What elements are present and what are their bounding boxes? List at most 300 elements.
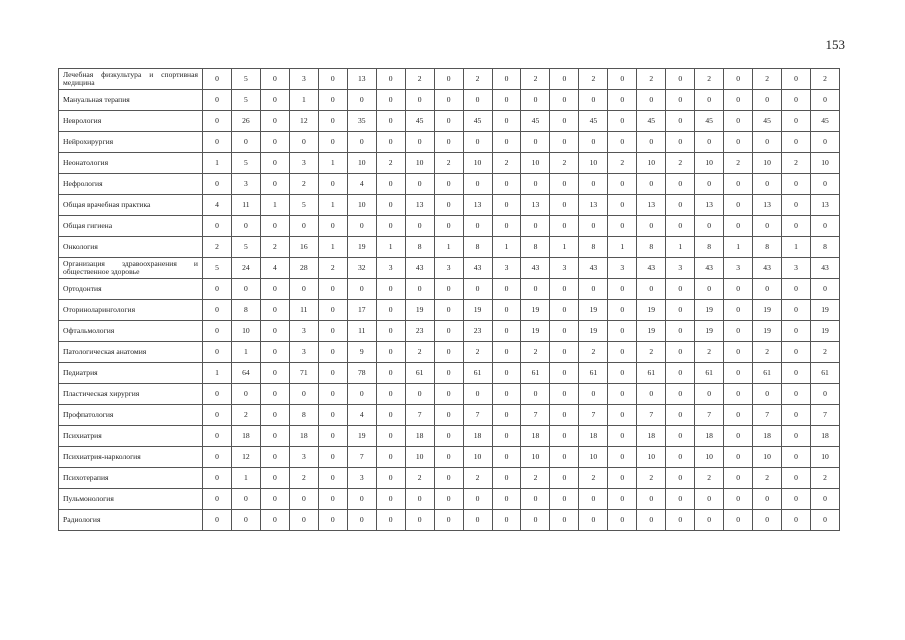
table-cell-value: 0 xyxy=(666,279,695,300)
table-cell-value: 0 xyxy=(492,384,521,405)
table-cell-value: 0 xyxy=(724,405,753,426)
table-cell-value: 0 xyxy=(376,510,405,531)
table-cell-value: 0 xyxy=(550,468,579,489)
table-cell-value: 10 xyxy=(637,153,666,174)
table-row xyxy=(59,174,840,195)
table-cell-value: 2 xyxy=(782,153,811,174)
table-cell-value: 45 xyxy=(579,111,608,132)
table-cell-value: 13 xyxy=(347,69,376,90)
table-cell-value: 0 xyxy=(608,510,637,531)
table-cell-value: 0 xyxy=(782,342,811,363)
table-cell-value: 43 xyxy=(753,258,782,279)
table-cell-value: 0 xyxy=(550,195,579,216)
table-cell-value: 0 xyxy=(782,468,811,489)
table-cell-value: 0 xyxy=(203,90,232,111)
table-cell-value: 0 xyxy=(203,111,232,132)
table-cell-value: 3 xyxy=(289,342,318,363)
table-cell-value: 43 xyxy=(405,258,434,279)
table-cell-value: 0 xyxy=(579,489,608,510)
table-cell-value: 10 xyxy=(463,447,492,468)
table-cell-value: 0 xyxy=(666,195,695,216)
table-cell-value: 0 xyxy=(434,69,463,90)
table-cell-value: 8 xyxy=(753,237,782,258)
table-cell-value: 0 xyxy=(608,321,637,342)
table-cell-value: 0 xyxy=(637,384,666,405)
table-cell-value: 10 xyxy=(231,321,260,342)
table-cell-value: 0 xyxy=(434,174,463,195)
table-cell-value: 45 xyxy=(521,111,550,132)
row-specialty-name: Ортодонтия xyxy=(59,279,203,300)
table-cell-value: 0 xyxy=(811,279,840,300)
table-cell-value: 45 xyxy=(695,111,724,132)
table-cell-value: 2 xyxy=(434,153,463,174)
table-cell-value: 0 xyxy=(782,321,811,342)
table-cell-value: 0 xyxy=(782,489,811,510)
table-cell-value: 0 xyxy=(666,111,695,132)
table-row xyxy=(59,195,840,216)
table-cell-value: 18 xyxy=(405,426,434,447)
table-cell-value: 2 xyxy=(463,468,492,489)
table-cell-value: 7 xyxy=(405,405,434,426)
table-cell-value: 18 xyxy=(637,426,666,447)
table-cell-value: 0 xyxy=(376,195,405,216)
table-row xyxy=(59,384,840,405)
table-cell-value: 0 xyxy=(492,468,521,489)
table-cell-value: 0 xyxy=(724,468,753,489)
table-cell-value: 0 xyxy=(608,300,637,321)
table-cell-value: 5 xyxy=(231,153,260,174)
table-cell-value: 0 xyxy=(376,489,405,510)
table-cell-value: 7 xyxy=(347,447,376,468)
table-cell-value: 0 xyxy=(492,363,521,384)
row-specialty-name: Организация здравоохранения и общественное здоровье xyxy=(59,258,203,279)
table-cell-value: 0 xyxy=(695,279,724,300)
table-cell-value: 10 xyxy=(521,447,550,468)
table-cell-value: 0 xyxy=(376,384,405,405)
table-cell-value: 32 xyxy=(347,258,376,279)
table-cell-value: 0 xyxy=(434,405,463,426)
table-cell-value: 0 xyxy=(318,384,347,405)
table-row xyxy=(59,426,840,447)
table-cell-value: 0 xyxy=(376,90,405,111)
table-cell-value: 7 xyxy=(811,405,840,426)
table-cell-value: 0 xyxy=(492,510,521,531)
table-cell-value: 0 xyxy=(666,321,695,342)
table-cell-value: 3 xyxy=(666,258,695,279)
table-cell-value: 0 xyxy=(260,489,289,510)
table-cell-value: 0 xyxy=(550,363,579,384)
table-cell-value: 0 xyxy=(289,384,318,405)
table-cell-value: 0 xyxy=(376,447,405,468)
table-row xyxy=(59,132,840,153)
table-cell-value: 2 xyxy=(463,69,492,90)
row-specialty-name: Психотерапия xyxy=(59,468,203,489)
table-cell-value: 0 xyxy=(666,510,695,531)
table-cell-value: 0 xyxy=(318,111,347,132)
table-cell-value: 78 xyxy=(347,363,376,384)
table-cell-value: 0 xyxy=(231,510,260,531)
table-cell-value: 0 xyxy=(289,216,318,237)
table-cell-value: 0 xyxy=(550,447,579,468)
table-cell-value: 0 xyxy=(637,90,666,111)
table-cell-value: 0 xyxy=(203,216,232,237)
table-cell-value: 3 xyxy=(492,258,521,279)
table-cell-value: 43 xyxy=(811,258,840,279)
table-cell-value: 0 xyxy=(434,342,463,363)
table-cell-value: 19 xyxy=(347,426,376,447)
table-cell-value: 0 xyxy=(811,90,840,111)
table-cell-value: 0 xyxy=(608,216,637,237)
table-cell-value: 0 xyxy=(260,363,289,384)
table-cell-value: 0 xyxy=(203,426,232,447)
table-row xyxy=(59,363,840,384)
table-cell-value: 2 xyxy=(579,69,608,90)
table-cell-value: 0 xyxy=(550,405,579,426)
table-cell-value: 1 xyxy=(289,90,318,111)
table-cell-value: 0 xyxy=(608,279,637,300)
table-cell-value: 2 xyxy=(608,153,637,174)
table-cell-value: 10 xyxy=(405,153,434,174)
table-cell-value: 0 xyxy=(666,90,695,111)
table-cell-value: 8 xyxy=(289,405,318,426)
table-cell-value: 0 xyxy=(434,216,463,237)
table-cell-value: 0 xyxy=(376,426,405,447)
table-cell-value: 0 xyxy=(203,321,232,342)
table-row xyxy=(59,468,840,489)
table-cell-value: 0 xyxy=(318,426,347,447)
table-cell-value: 0 xyxy=(724,300,753,321)
table-cell-value: 0 xyxy=(550,426,579,447)
table-cell-value: 8 xyxy=(405,237,434,258)
table-cell-value: 0 xyxy=(434,426,463,447)
row-specialty-name: Патологическая анатомия xyxy=(59,342,203,363)
table-cell-value: 2 xyxy=(492,153,521,174)
table-cell-value: 0 xyxy=(608,426,637,447)
table-row xyxy=(59,69,840,90)
table-cell-value: 0 xyxy=(376,132,405,153)
table-cell-value: 18 xyxy=(231,426,260,447)
table-cell-value: 0 xyxy=(260,300,289,321)
table-cell-value: 1 xyxy=(203,153,232,174)
table-cell-value: 0 xyxy=(782,363,811,384)
table-cell-value: 0 xyxy=(318,174,347,195)
table-cell-value: 0 xyxy=(550,489,579,510)
table-cell-value: 3 xyxy=(724,258,753,279)
table-cell-value: 0 xyxy=(550,90,579,111)
table-cell-value: 2 xyxy=(405,468,434,489)
table-cell-value: 2 xyxy=(289,468,318,489)
table-cell-value: 43 xyxy=(579,258,608,279)
table-cell-value: 0 xyxy=(724,132,753,153)
table-cell-value: 2 xyxy=(260,237,289,258)
table-cell-value: 0 xyxy=(347,90,376,111)
table-cell-value: 0 xyxy=(434,195,463,216)
table-cell-value: 0 xyxy=(376,321,405,342)
table-cell-value: 0 xyxy=(231,489,260,510)
table-cell-value: 3 xyxy=(231,174,260,195)
table-cell-value: 0 xyxy=(260,216,289,237)
table-cell-value: 26 xyxy=(231,111,260,132)
table-cell-value: 0 xyxy=(608,489,637,510)
table-cell-value: 0 xyxy=(463,174,492,195)
table-cell-value: 0 xyxy=(260,111,289,132)
table-cell-value: 13 xyxy=(637,195,666,216)
table-cell-value: 0 xyxy=(463,279,492,300)
table-cell-value: 0 xyxy=(666,216,695,237)
table-cell-value: 0 xyxy=(550,279,579,300)
table-cell-value: 1 xyxy=(666,237,695,258)
table-row xyxy=(59,153,840,174)
table-cell-value: 0 xyxy=(347,132,376,153)
table-cell-value: 0 xyxy=(347,489,376,510)
table-cell-value: 61 xyxy=(405,363,434,384)
row-specialty-name: Педиатрия xyxy=(59,363,203,384)
table-cell-value: 3 xyxy=(289,69,318,90)
table-cell-value: 2 xyxy=(521,69,550,90)
table-cell-value: 2 xyxy=(637,342,666,363)
table-cell-value: 45 xyxy=(753,111,782,132)
row-specialty-name: Психиатрия xyxy=(59,426,203,447)
table-cell-value: 10 xyxy=(753,153,782,174)
table-cell-value: 0 xyxy=(492,279,521,300)
table-cell-value: 0 xyxy=(782,195,811,216)
row-specialty-name: Общая врачебная практика xyxy=(59,195,203,216)
table-cell-value: 8 xyxy=(637,237,666,258)
table-cell-value: 0 xyxy=(666,426,695,447)
table-cell-value: 0 xyxy=(318,405,347,426)
table-cell-value: 0 xyxy=(782,384,811,405)
table-cell-value: 0 xyxy=(811,132,840,153)
table-cell-value: 1 xyxy=(550,237,579,258)
row-specialty-name: Онкология xyxy=(59,237,203,258)
table-cell-value: 10 xyxy=(695,153,724,174)
table-cell-value: 0 xyxy=(492,90,521,111)
table-cell-value: 2 xyxy=(753,468,782,489)
table-cell-value: 0 xyxy=(666,468,695,489)
table-cell-value: 0 xyxy=(724,279,753,300)
table-cell-value: 2 xyxy=(637,468,666,489)
page-number: 153 xyxy=(825,37,845,52)
table-cell-value: 2 xyxy=(695,468,724,489)
table-cell-value: 0 xyxy=(434,489,463,510)
table-cell-value: 18 xyxy=(753,426,782,447)
table-cell-value: 4 xyxy=(347,174,376,195)
table-cell-value: 0 xyxy=(521,216,550,237)
table-cell-value: 0 xyxy=(347,279,376,300)
table-cell-value: 1 xyxy=(318,195,347,216)
table-cell-value: 19 xyxy=(637,321,666,342)
table-cell-value: 1 xyxy=(434,237,463,258)
table-cell-value: 2 xyxy=(753,342,782,363)
table-cell-value: 3 xyxy=(347,468,376,489)
table-cell-value: 13 xyxy=(695,195,724,216)
table-cell-value: 10 xyxy=(347,153,376,174)
table-cell-value: 2 xyxy=(753,69,782,90)
table-cell-value: 0 xyxy=(260,405,289,426)
row-specialty-name: Пульмонология xyxy=(59,489,203,510)
table-cell-value: 0 xyxy=(637,174,666,195)
table-cell-value: 1 xyxy=(203,363,232,384)
table-cell-value: 0 xyxy=(782,426,811,447)
table-cell-value: 3 xyxy=(289,321,318,342)
table-cell-value: 0 xyxy=(318,90,347,111)
table-row xyxy=(59,216,840,237)
table-cell-value: 1 xyxy=(492,237,521,258)
table-cell-value: 0 xyxy=(666,447,695,468)
table-cell-value: 3 xyxy=(608,258,637,279)
table-cell-value: 0 xyxy=(405,174,434,195)
table-cell-value: 0 xyxy=(318,510,347,531)
table-cell-value: 0 xyxy=(753,489,782,510)
table-cell-value: 0 xyxy=(608,132,637,153)
table-cell-value: 0 xyxy=(492,111,521,132)
table-cell-value: 10 xyxy=(347,195,376,216)
table-cell-value: 8 xyxy=(579,237,608,258)
table-cell-value: 0 xyxy=(318,489,347,510)
table-cell-value: 19 xyxy=(405,300,434,321)
table-cell-value: 0 xyxy=(376,468,405,489)
table-cell-value: 0 xyxy=(260,384,289,405)
table-cell-value: 0 xyxy=(203,447,232,468)
table-cell-value: 10 xyxy=(463,153,492,174)
table-cell-value: 0 xyxy=(434,300,463,321)
table-cell-value: 19 xyxy=(463,300,492,321)
table-cell-value: 0 xyxy=(434,510,463,531)
table-cell-value: 18 xyxy=(463,426,492,447)
table-cell-value: 2 xyxy=(811,69,840,90)
table-cell-value: 0 xyxy=(782,405,811,426)
table-cell-value: 0 xyxy=(724,69,753,90)
table-cell-value: 0 xyxy=(666,363,695,384)
table-cell-value: 0 xyxy=(782,300,811,321)
table-cell-value: 4 xyxy=(203,195,232,216)
table-cell-value: 0 xyxy=(492,69,521,90)
table-cell-value: 0 xyxy=(695,132,724,153)
table-cell-value: 0 xyxy=(608,384,637,405)
table-cell-value: 2 xyxy=(318,258,347,279)
table-cell-value: 0 xyxy=(492,132,521,153)
table-cell-value: 0 xyxy=(376,300,405,321)
table-cell-value: 0 xyxy=(463,384,492,405)
table-cell-value: 0 xyxy=(492,321,521,342)
table-cell-value: 0 xyxy=(782,216,811,237)
table-cell-value: 0 xyxy=(724,447,753,468)
table-cell-value: 0 xyxy=(318,468,347,489)
table-cell-value: 0 xyxy=(579,384,608,405)
table-cell-value: 10 xyxy=(637,447,666,468)
table-cell-value: 61 xyxy=(579,363,608,384)
table-cell-value: 0 xyxy=(492,405,521,426)
table-cell-value: 0 xyxy=(434,132,463,153)
table-cell-value: 0 xyxy=(203,405,232,426)
table-cell-value: 18 xyxy=(289,426,318,447)
row-specialty-name: Нейрохирургия xyxy=(59,132,203,153)
table-cell-value: 0 xyxy=(666,174,695,195)
table-cell-value: 0 xyxy=(753,384,782,405)
table-cell-value: 0 xyxy=(724,111,753,132)
table-cell-value: 28 xyxy=(289,258,318,279)
table-cell-value: 0 xyxy=(260,69,289,90)
table-cell-value: 1 xyxy=(318,153,347,174)
table-cell-value: 1 xyxy=(260,195,289,216)
table-cell-value: 0 xyxy=(289,489,318,510)
table-cell-value: 0 xyxy=(231,216,260,237)
table-cell-value: 45 xyxy=(405,111,434,132)
table-cell-value: 13 xyxy=(521,195,550,216)
table-cell-value: 0 xyxy=(318,300,347,321)
table-cell-value: 61 xyxy=(811,363,840,384)
table-cell-value: 0 xyxy=(608,111,637,132)
table-cell-value: 0 xyxy=(550,132,579,153)
table-cell-value: 0 xyxy=(405,489,434,510)
table-cell-value: 10 xyxy=(811,447,840,468)
table-cell-value: 0 xyxy=(550,510,579,531)
table-cell-value: 0 xyxy=(753,510,782,531)
table-cell-value: 0 xyxy=(347,216,376,237)
table-cell-value: 0 xyxy=(550,174,579,195)
table-row xyxy=(59,321,840,342)
table-cell-value: 0 xyxy=(203,384,232,405)
table-cell-value: 19 xyxy=(811,321,840,342)
table-cell-value: 45 xyxy=(637,111,666,132)
table-cell-value: 9 xyxy=(347,342,376,363)
table-cell-value: 18 xyxy=(811,426,840,447)
table-cell-value: 0 xyxy=(579,216,608,237)
table-cell-value: 0 xyxy=(492,447,521,468)
table-cell-value: 0 xyxy=(347,510,376,531)
table-cell-value: 0 xyxy=(782,447,811,468)
table-cell-value: 1 xyxy=(608,237,637,258)
table-cell-value: 2 xyxy=(811,342,840,363)
table-cell-value: 19 xyxy=(579,321,608,342)
table-cell-value: 0 xyxy=(695,174,724,195)
table-cell-value: 2 xyxy=(289,174,318,195)
table-cell-value: 0 xyxy=(695,216,724,237)
table-row xyxy=(59,300,840,321)
table-cell-value: 19 xyxy=(695,321,724,342)
table-cell-value: 0 xyxy=(203,489,232,510)
table-cell-value: 0 xyxy=(521,174,550,195)
table-cell-value: 0 xyxy=(724,426,753,447)
table-cell-value: 0 xyxy=(203,510,232,531)
table-cell-value: 0 xyxy=(203,174,232,195)
table-cell-value: 0 xyxy=(724,363,753,384)
row-specialty-name: Пластическая хирургия xyxy=(59,384,203,405)
table-cell-value: 0 xyxy=(666,300,695,321)
table-cell-value: 0 xyxy=(782,510,811,531)
table-row xyxy=(59,405,840,426)
table-cell-value: 0 xyxy=(608,468,637,489)
table-cell-value: 0 xyxy=(318,447,347,468)
table-cell-value: 0 xyxy=(637,489,666,510)
table-cell-value: 0 xyxy=(376,69,405,90)
table-cell-value: 0 xyxy=(608,363,637,384)
table-cell-value: 0 xyxy=(434,447,463,468)
table-cell-value: 7 xyxy=(521,405,550,426)
table-cell-value: 2 xyxy=(637,69,666,90)
table-cell-value: 3 xyxy=(289,447,318,468)
table-cell-value: 0 xyxy=(550,300,579,321)
table-cell-value: 19 xyxy=(637,300,666,321)
table-row xyxy=(59,489,840,510)
table-cell-value: 0 xyxy=(521,90,550,111)
table-cell-value: 0 xyxy=(637,510,666,531)
table-cell-value: 0 xyxy=(550,384,579,405)
table-cell-value: 0 xyxy=(260,510,289,531)
table-cell-value: 0 xyxy=(318,363,347,384)
table-cell-value: 19 xyxy=(521,300,550,321)
table-cell-value: 19 xyxy=(753,300,782,321)
